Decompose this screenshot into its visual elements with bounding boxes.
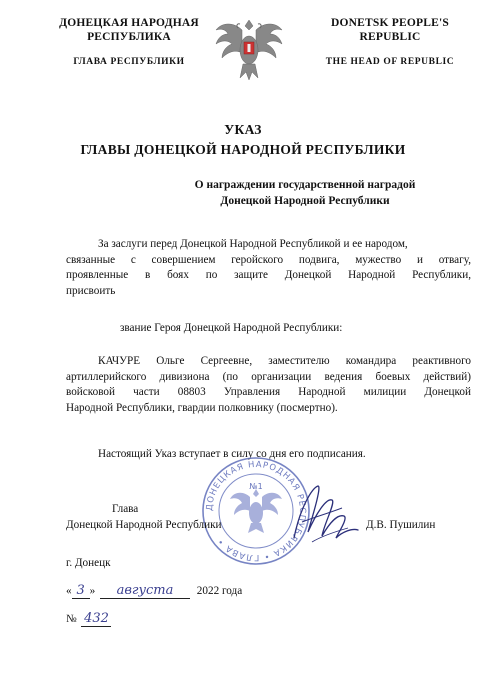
header-right-line1: DONETSK PEOPLE'S [331,17,449,29]
paragraph-line: войсковой части 08803 Управления Народной милиции Донецкой [66,386,471,399]
paragraph-line: присвоить [66,284,116,297]
header-left-line1: ДОНЕЦКАЯ НАРОДНАЯ [59,17,199,29]
paragraph-line: связанные с совершением геройского подвига, мужество и отвагу, [66,253,471,266]
paragraph-merits [66,237,471,299]
paragraph-line: За заслуги перед Донецкой Народной Республикой и ее народом, [98,238,408,250]
city: г. Донецк [66,557,111,569]
handwritten-signature [282,478,362,548]
paragraph-title-award: звание Героя Донецкой Народной Республики: [120,322,343,334]
signature-role-line1: Глава [112,503,139,515]
paragraph-effective: Настоящий Указ вступает в силу со дня его подписания. [98,448,366,460]
decree-number [66,611,111,627]
paragraph-line: Народной Республики, гвардии полковнику (посмертно). [66,401,338,414]
date-open-quote: « [66,585,72,597]
decree-title: УКАЗ [224,122,262,137]
decree-subject-line1: О награждении государственной наградой [194,179,416,191]
number-value: 432 [81,611,111,627]
header-right [300,16,480,44]
date-month: августа [100,583,190,599]
paragraph-line: артиллерийского дивизиона (по организации ведения боевых действий) [66,370,471,383]
date-year: 2022 года [196,585,243,597]
header-right-sub: THE HEAD OF REPUBLIC [325,57,455,67]
header-left [44,16,214,44]
decree-date [66,583,242,599]
date-day: 3 [72,583,90,599]
header-left-line2: РЕСПУБЛИКА [87,31,171,43]
stamp-ring-text: ДОНЕЦКАЯ НАРОДНАЯ РЕСПУБЛИКА • ГЛАВА • [204,459,308,563]
paragraph-line: проявленные в боях по защите Донецкой Народной Республики, [66,269,471,282]
double-headed-eagle-emblem [212,12,286,84]
date-close-quote: » [89,585,96,597]
decree-subtitle: ГЛАВЫ ДОНЕЦКОЙ НАРОДНОЙ РЕСПУБЛИКИ [80,142,406,157]
number-prefix: № [66,613,77,625]
signature-role-line2: Донецкой Народной Республики [66,519,222,531]
header-right-line2: REPUBLIC [359,31,421,43]
paragraph-recipient [66,354,471,416]
stamp-number: №1 [249,482,263,491]
decree-subject-line2: Донецкой Народной Республики [220,195,390,207]
paragraph-line: КАЧУРЕ Ольге Сергеевне, заместителю командира реактивного [98,355,471,367]
signatory-name: Д.В. Пушилин [366,519,436,531]
header-left-sub: ГЛАВА РЕСПУБЛИКИ [73,57,185,67]
